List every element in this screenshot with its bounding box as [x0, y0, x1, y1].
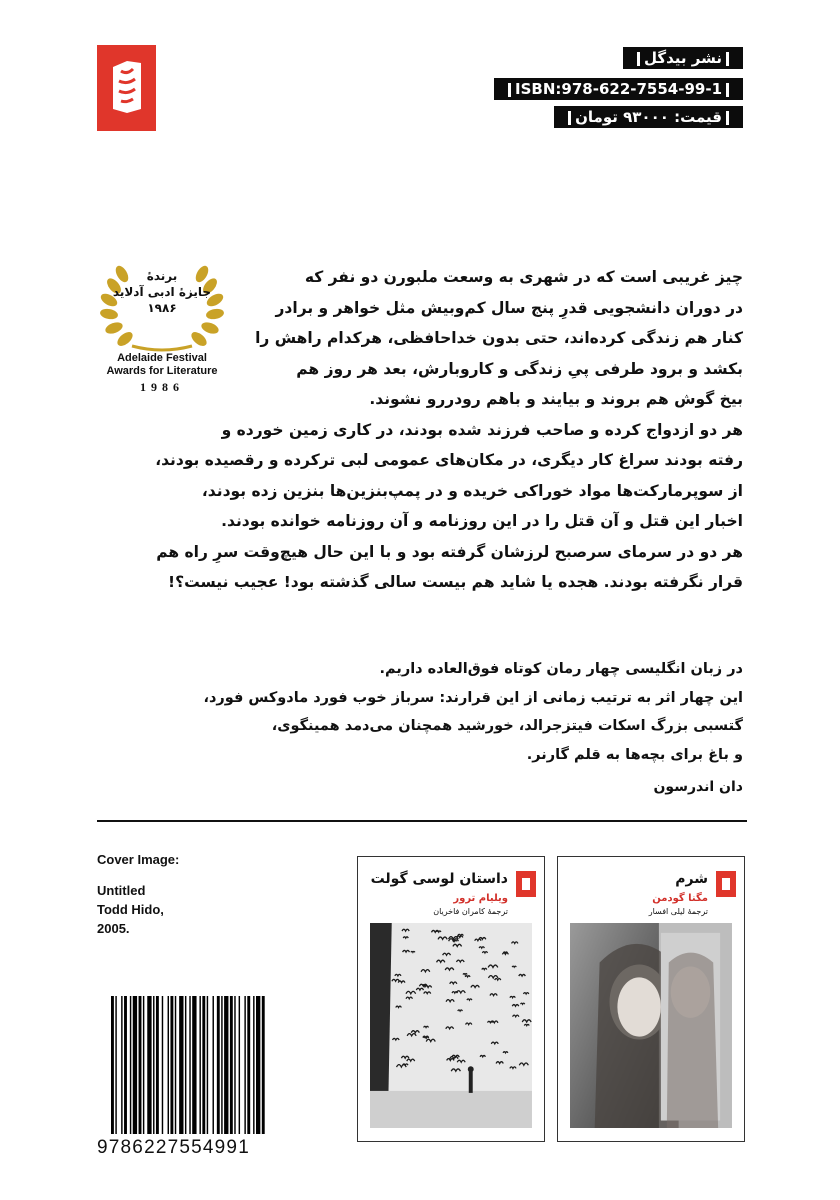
award-name-en-2: Awards for Literature — [106, 365, 218, 377]
synopsis-line: کنار هم زندگی کرده‌اند، حتی بدون خداحافظی، هرکدام راهش را — [255, 329, 743, 347]
cover-credit — [97, 850, 179, 938]
credit-title: Untitled — [97, 883, 146, 898]
award-emblem — [92, 262, 232, 395]
book-thumbnail-shame[interactable] — [557, 856, 745, 1142]
quote-line: در زبان انگلیسی چهار رمان کوتاه فوق‌العاده داریم. — [379, 661, 743, 677]
award-title-line1: برندهٔ — [146, 269, 178, 283]
barcode-digits: 9786227554991 — [97, 1137, 250, 1158]
credit-artist: Todd Hido, — [97, 902, 164, 917]
credit-year: 2005. — [97, 921, 130, 936]
synopsis-line: بکشد و برود طرفی پیِ زندگی و کاروبارش، بعد هر روز هم — [296, 359, 743, 378]
barcode — [111, 996, 299, 1134]
quote-author: دان اندرسون — [653, 779, 743, 795]
publisher-logo — [97, 45, 156, 131]
book-leaf-logo-icon — [97, 45, 156, 131]
award-year-en: 1986 — [140, 380, 184, 394]
book-title: داستان لوسی گولت — [370, 871, 508, 887]
synopsis-line: هر دو ازدواج کرده و صاحب فرزند شده بودند، در کاری زمین خورده و — [221, 420, 743, 439]
quote-line: گتسبی بزرگ اسکات فیتزجرالد، خورشید همچنان می‌دمد همینگوی، — [271, 718, 743, 734]
synopsis-line: بیخ گوش هم بروند و بیایند و باهم رودررو نشوند. — [369, 390, 743, 408]
book-translator: ترجمهٔ لیلی افسار — [648, 907, 708, 916]
publisher-mini-logo-icon — [516, 871, 536, 897]
quote-block — [203, 655, 743, 802]
synopsis-line: رفته بودند سراغ کار دیگری، در مکان‌های عمومی لبی ترکرده و رقصیده بودند، — [155, 451, 743, 469]
isbn-label: ISBN:978-622-7554-99-1 — [494, 78, 743, 100]
quote-line: و باغ برای بچه‌ها به قلم گارنر. — [526, 746, 743, 763]
price-label: قیمت: ۹۳۰۰۰ تومان — [554, 106, 743, 128]
award-name-en-1: Adelaide Festival — [117, 352, 207, 364]
credit-label: Cover Image: — [97, 852, 180, 867]
woman-portrait-icon — [570, 923, 732, 1128]
book-author: مگنا گودمن — [652, 893, 708, 904]
award-title-line2: جایزهٔ ادبی آدلاید — [112, 285, 212, 299]
book-thumbnail-lucy-gault[interactable] — [357, 856, 545, 1142]
quote-line: این چهار اثر به ترتیب زمانی از این قرارند: سرباز خوب فورد مادوکس فورد، — [203, 689, 743, 706]
book-translator: ترجمهٔ کامران فاخریان — [433, 907, 508, 916]
birds-flying-icon — [370, 923, 532, 1128]
publisher-label: نشر بیدگل — [623, 47, 743, 69]
book-author: ویلیام ترور — [453, 893, 508, 904]
book-title: شرم — [675, 871, 708, 887]
synopsis-line: چیز غریبی است که در شهری به وسعت ملبورن دو نفر که — [304, 268, 743, 286]
synopsis-line: هر دو در سرمای سرصبح لرزشان گرفته بود و با این حال هیچ‌وقت سرِ راه هم — [156, 542, 743, 561]
publisher-mini-logo-icon — [716, 871, 736, 897]
synopsis-line: در دوران دانشجویی قدرِ پنج سال کم‌وبیش مثل خواهر و برادر — [275, 298, 743, 317]
synopsis-line: قرار نگرفته بودند. هجده یا شاید هم بیست سالی گذشته بود! عجیب نیست؟! — [168, 573, 743, 591]
synopsis-line: اخبار این قتل و آن قتل را در این روزنامه و آن روزنامه خوانده بودند. — [221, 512, 743, 530]
award-year-fa: ۱۹۸۶ — [147, 301, 177, 315]
synopsis-line: از سوپرمارکت‌ها مواد خوراکی خریده و در پمپ‌بنزین‌ها بنزین زده بودند، — [201, 481, 743, 500]
section-divider — [97, 820, 747, 822]
